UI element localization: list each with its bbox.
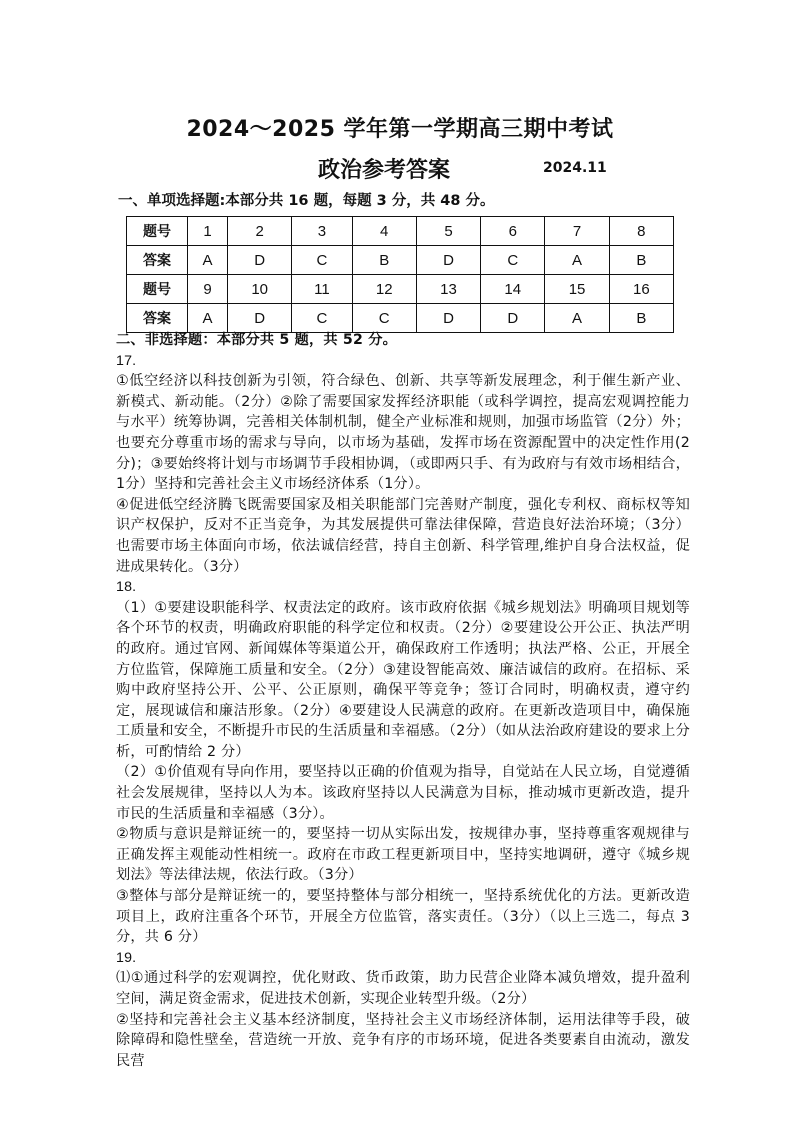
table-row <box>127 246 674 275</box>
question-number: 13 <box>416 275 480 304</box>
question-number: 9 <box>188 275 228 304</box>
question-18-paragraph: （1）①要建设职能科学、权责法定的政府。该市政府依据《城乡规划法》明确项目规划等各个环节的权责，明确政府职能的科学定位和权责。（2分）②要建设公开公正、执法严明的政府。通过官网、新闻媒体等渠道公开，确保政府工作透明；执法严格、公正，开展全方位监管，保障施工质量和安全。（2分）③建设智能高效、廉洁诚信的政府。在招标、采购中政府坚持公开、公平、公正原则，确保平等竞争；签订合同时，明确权责，遵守约定，展现诚信和廉洁形象。（2分）④要建设人民满意的政府。在更新改造项目中，确保施工质量和安全，不断提升市民的生活质量和幸福感。（2分）（如从法治政府建设的要求上分析，可酌情给 2 分） <box>116 599 690 760</box>
answer-body <box>116 330 690 1071</box>
question-number: 2 <box>228 217 292 246</box>
row-label-answer: 答案 <box>127 304 188 333</box>
question-number: 12 <box>352 275 416 304</box>
question-19-paragraph: ②坚持和完善社会主义基本经济制度，坚持社会主义市场经济体制，运用法律等手段，破除障碍和隐性壁垒，营造统一开放、竞争有序的市场环境，促进各类要素自由流动，激发民营 <box>116 1011 690 1069</box>
question-18-number: 18. <box>116 579 137 596</box>
question-18-paragraph: （2）①价值观有导向作用，要坚持以正确的价值观为指导，自觉站在人民立场，自觉遵循社会发展规律，坚持以人为本。该政府坚持以人民满意为目标，推动城市更新改造，提升市民的生活质量和幸福感（3分）。 <box>116 764 690 822</box>
question-number: 15 <box>545 275 609 304</box>
table-row <box>127 304 674 333</box>
answer-cell: B <box>609 246 673 275</box>
answer-cell: B <box>352 246 416 275</box>
question-17-number: 17. <box>116 352 137 369</box>
question-18-paragraph: ②物质与意识是辩证统一的，要坚持一切从实际出发，按规律办事，坚持尊重客观规律与正确发挥主观能动性相统一。政府在市政工程更新项目中，坚持实地调研，遵守《城乡规划法》等法律法规，依法行政。（3分） <box>116 826 690 884</box>
question-number: 10 <box>228 275 292 304</box>
question-18-paragraph: ③整体与部分是辩证统一的，要坚持整体与部分相统一，坚持系统优化的方法。更新改造项目上，政府注重各个环节，开展全方位监管，落实责任。（3分）（以上三选二，每点 3 分，共 6 分） <box>116 888 690 946</box>
answer-cell: C <box>481 246 545 275</box>
exam-date: 2024.11 <box>543 160 607 176</box>
question-number: 11 <box>292 275 352 304</box>
question-number: 8 <box>609 217 673 246</box>
question-number: 7 <box>545 217 609 246</box>
answer-cell: A <box>188 246 228 275</box>
section-1-heading: 一、单项选择题:本部分共 16 题，每题 3 分，共 48 分。 <box>118 193 495 209</box>
answer-cell: D <box>228 246 292 275</box>
question-17-paragraph: ④促进低空经济腾飞既需要国家及相关职能部门完善财产制度，强化专利权、商标权等知识产权保护，反对不正当竞争，为其发展提供可靠法律保障，营造良好法治环境；（3分）也需要市场主体面向市场，依法诚信经营，持自主创新、科学管理,维护自身合法权益，促进成果转化。（3分） <box>116 496 690 575</box>
answer-cell: D <box>228 304 292 333</box>
question-number: 14 <box>481 275 545 304</box>
question-number: 5 <box>416 217 480 246</box>
answer-cell: A <box>545 246 609 275</box>
section-2-heading: 二、非选择题：本部分共 5 题，共 52 分。 <box>116 332 397 348</box>
answer-table <box>126 216 674 333</box>
question-number: 4 <box>352 217 416 246</box>
answer-cell: C <box>292 246 352 275</box>
row-label-question: 题号 <box>127 217 188 246</box>
answer-cell: D <box>481 304 545 333</box>
answer-cell: C <box>292 304 352 333</box>
answer-cell: C <box>352 304 416 333</box>
question-19-number: 19. <box>116 949 137 966</box>
page-subtitle: 政治参考答案 <box>318 158 451 183</box>
question-number: 3 <box>292 217 352 246</box>
answer-cell: D <box>416 246 480 275</box>
page-title: 2024～2025 学年第一学期高三期中考试 <box>186 117 614 142</box>
answer-cell: D <box>416 304 480 333</box>
answer-cell: A <box>545 304 609 333</box>
row-label-question: 题号 <box>127 275 188 304</box>
table-row <box>127 275 674 304</box>
question-17-paragraph: ①低空经济以科技创新为引领，符合绿色、创新、共享等新发展理念，利于催生新产业、新模式、新动能。（2分）②除了需要国家发挥经济职能（或科学调控，提高宏观调控能力与水平）统筹协调，完善相关体制机制，健全产业标准和规则，加强市场监管（2分）外；也要充分尊重市场的需求与导向，以市场为基础，发挥市场在资源配置中的决定性作用(2分)；③要始终将计划与市场调节手段相协调，（或即两只手、有为政府与有效市场相结合，1分）坚持和完善社会主义市场经济体系（1分）。 <box>116 373 690 493</box>
question-19-paragraph: ⑴①通过科学的宏观调控，优化财政、货币政策，助力民营企业降本减负增效，提升盈利空间，满足资金需求，促进技术创新，实现企业转型升级。（2分） <box>116 970 690 1007</box>
row-label-answer: 答案 <box>127 246 188 275</box>
question-number: 6 <box>481 217 545 246</box>
answer-cell: A <box>188 304 228 333</box>
question-number: 16 <box>609 275 673 304</box>
answer-cell: B <box>609 304 673 333</box>
question-number: 1 <box>188 217 228 246</box>
table-row <box>127 217 674 246</box>
